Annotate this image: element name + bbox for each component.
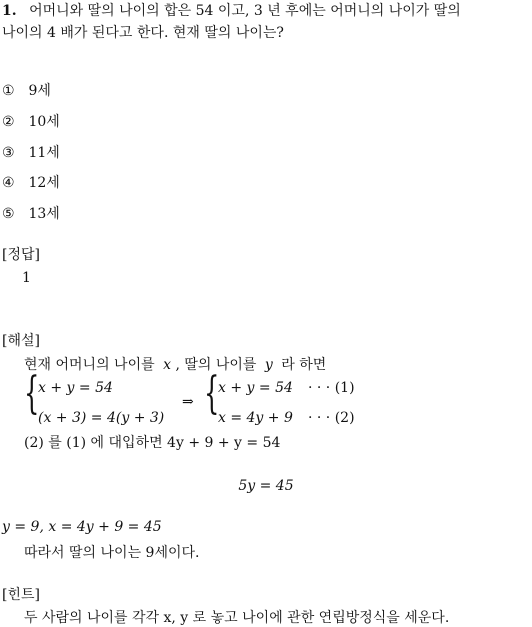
var-x: x — [163, 357, 171, 373]
question-number: 1. — [2, 3, 17, 19]
solution-label: [해설] — [2, 333, 40, 349]
choice-marker: ③ — [2, 145, 15, 161]
choice-text: 10세 — [28, 114, 60, 130]
choice-marker: ④ — [2, 175, 15, 191]
answer-value: 1 — [22, 270, 31, 286]
solution-intro-part-3: 라 하면 — [281, 357, 327, 373]
choice-text: 12세 — [28, 175, 60, 191]
choice-2[interactable] — [2, 111, 60, 131]
left-brace-1: { — [24, 368, 40, 419]
left-brace-2: { — [204, 368, 220, 419]
choice-text: 9세 — [28, 83, 51, 99]
hint-text: 두 사람의 나이를 각각 x, y 로 놓고 나이에 관한 연립방정식을 세운다. — [24, 610, 450, 626]
question-line-1 — [2, 0, 461, 20]
hint-label: [힌트] — [2, 587, 40, 603]
choice-1[interactable] — [2, 80, 51, 100]
choice-4[interactable] — [2, 172, 60, 192]
answer-label: [정답] — [2, 247, 40, 263]
centered-equation: 5y = 45 — [238, 478, 294, 494]
conclusion-line: 따라서 딸의 나이는 9세이다. — [24, 545, 200, 561]
solution-intro — [24, 354, 326, 374]
system2-eq1: x + y = 54 — [218, 380, 293, 396]
implies-arrow: ⇒ — [182, 394, 194, 410]
substitute-line: (2) 를 (1) 에 대입하면 4y + 9 + y = 54 — [24, 435, 281, 451]
question-text-2: 나이의 4 배가 된다고 한다. 현재 딸의 나이는? — [2, 25, 284, 41]
choice-text: 13세 — [28, 206, 60, 222]
var-y: y — [264, 357, 273, 373]
choice-marker: ② — [2, 114, 15, 130]
system2-eq1-tag: · · · (1) — [308, 380, 355, 396]
result-line: y = 9, x = 4y + 9 = 45 — [2, 519, 162, 535]
choice-marker: ① — [2, 83, 15, 99]
question-text-1: 어머니와 딸의 나이의 합은 54 이고, 3 년 후에는 어머니의 나이가 딸의 — [29, 3, 461, 19]
solution-intro-part-2: , 딸의 나이를 — [175, 357, 257, 373]
system1-eq2: (x + 3) = 4(y + 3) — [38, 410, 165, 426]
system1-eq1: x + y = 54 — [38, 380, 113, 396]
system2-eq2: x = 4y + 9 — [218, 410, 293, 426]
choice-text: 11세 — [28, 145, 60, 161]
system2-eq2-tag: · · · (2) — [308, 410, 355, 426]
choice-3[interactable] — [2, 142, 60, 162]
choice-marker: ⑤ — [2, 206, 15, 222]
choice-5[interactable] — [2, 203, 60, 223]
solution-intro-part-1: 현재 어머니의 나이를 — [24, 357, 155, 373]
